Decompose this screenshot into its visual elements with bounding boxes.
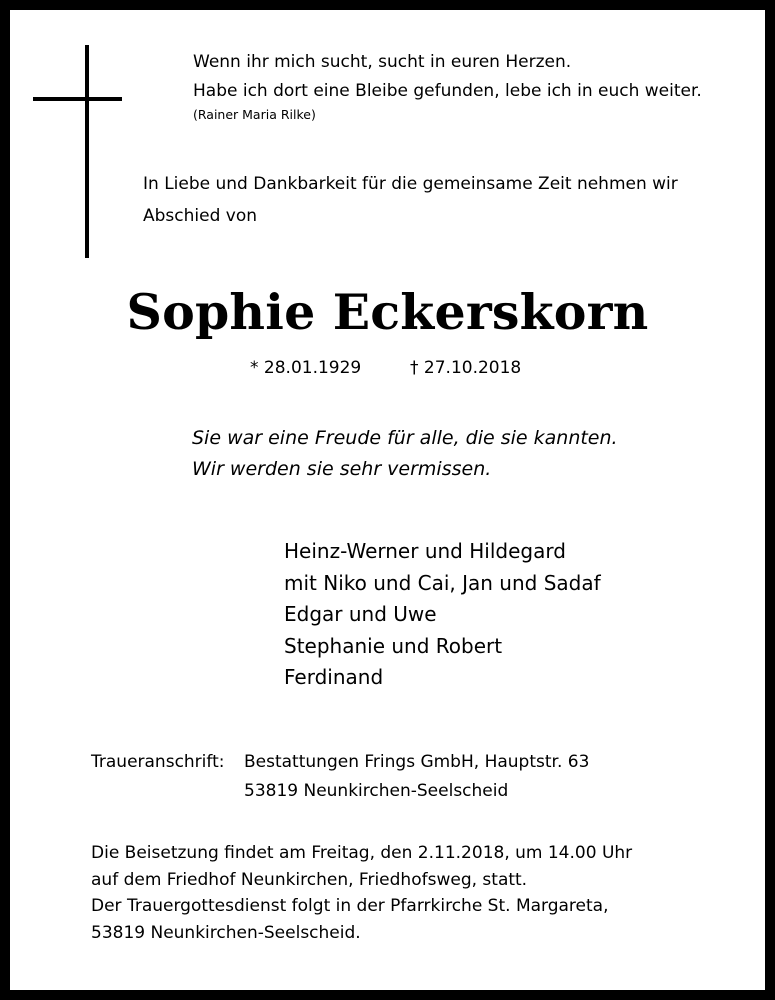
deceased-name: Sophie Eckerskorn	[126, 283, 649, 341]
intro-text	[143, 168, 678, 232]
address-label: Traueranschrift:	[91, 752, 225, 772]
cross-vertical-bar	[85, 45, 89, 258]
quote-line: Habe ich dort eine Bleibe gefunden, lebe ich in euch weiter.	[193, 81, 702, 101]
cross-horizontal-bar	[33, 97, 122, 101]
mourner-line: Stephanie und Robert	[284, 633, 503, 658]
funeral-info	[91, 840, 632, 946]
mourner-line: mit Niko und Cai, Jan und Sadaf	[284, 570, 601, 595]
memorial-saying	[192, 423, 618, 485]
intro-line: In Liebe und Dankbarkeit für die gemeinsame Zeit nehmen wir	[143, 174, 678, 194]
saying-line: Sie war eine Freude für alle, die sie kannten.	[192, 427, 618, 449]
address-line: Bestattungen Frings GmbH, Hauptstr. 63	[244, 752, 590, 772]
mourner-line: Edgar und Uwe	[284, 602, 437, 626]
mourner-line: Ferdinand	[284, 665, 384, 689]
rilke-quote	[193, 48, 702, 106]
birth-date: * 28.01.1929	[250, 358, 362, 378]
info-line: 53819 Neunkirchen-Seelscheid.	[91, 922, 361, 943]
mourners-list	[284, 536, 601, 694]
death-date: † 27.10.2018	[410, 358, 522, 378]
info-line: Der Trauergottesdienst folgt in der Pfarrkirche St. Margareta,	[91, 896, 609, 916]
saying-line: Wir werden sie sehr vermissen.	[192, 458, 492, 480]
mourning-address	[244, 748, 589, 806]
mourner-line: Heinz-Werner und Hildegard	[284, 539, 566, 563]
quote-source: (Rainer Maria Rilke)	[193, 107, 316, 122]
quote-line: Wenn ihr mich sucht, sucht in euren Herzen.	[193, 52, 572, 72]
address-line: 53819 Neunkirchen-Seelscheid	[244, 781, 509, 801]
intro-line: Abschied von	[143, 206, 258, 226]
info-line: Die Beisetzung findet am Freitag, den 2.11.2018, um 14.00 Uhr	[91, 843, 633, 863]
info-line: auf dem Friedhof Neunkirchen, Friedhofsweg, statt.	[91, 869, 528, 890]
